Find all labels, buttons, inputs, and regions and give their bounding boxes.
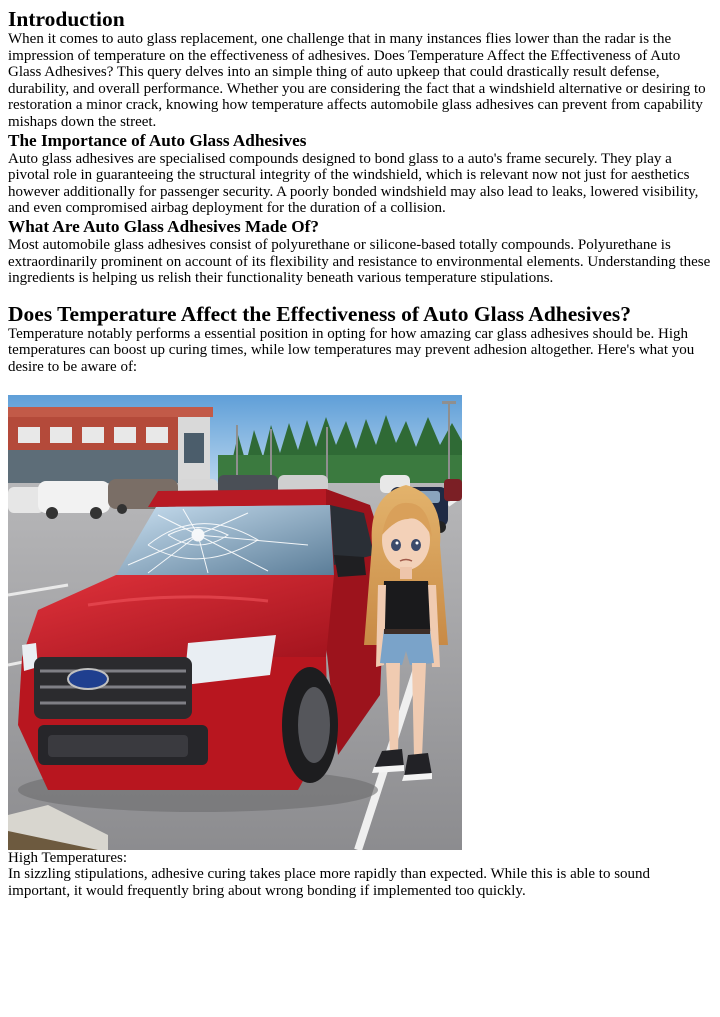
ford-logo: [68, 669, 108, 689]
temperature-heading: Does Temperature Affect the Effectiveness of Auto Glass Adhesives?: [8, 301, 632, 326]
made-of-heading: What Are Auto Glass Adhesives Made Of?: [8, 216, 319, 236]
importance-paragraph: Auto glass adhesives are specialised compounds designed to bond glass to a auto's frame securely. They play a pivotal role in guaranteeing the structural integrity of the windshield, which is relevant now not just for aesthetics however additionally for passenger security. A poorly bonded windshield may also lead to leaks, lowered visibility, and even compromised airbag deployment for the duration of a collision.: [8, 150, 699, 217]
intro-paragraph: When it comes to auto glass replacement, one challenge that in many instances flies lower than the radar is the impression of temperature on the effectiveness of adhesives. Does Temperature Affect the Effectiveness of Auto Glass Adhesives? This query delves into an simple thing of auto upkeep that could drastically result defense, durability, and overall performance. Whether you are considering the fact that a windshield alternative or desiring to restoration a minor crack, knowing how temperature affects automobile glass adhesives can prevent from capability mishaps down the street.: [8, 31, 706, 130]
intro-heading: Introduction: [8, 7, 125, 31]
temperature-paragraph: Temperature notably performs a essential position in opting for how amazing car glass adhesives should be. High temperatures can boost up curing times, while low temperatures may prevent adhesion altogether. Here's what you desire to be aware of:: [8, 325, 695, 375]
high-temperatures-label: High Temperatures:: [8, 849, 128, 866]
high-temperatures-paragraph: In sizzling stipulations, adhesive curing takes place more rapidly than expected. While this is able to sound important, it would frequently bring about wrong bonding if implemented too quickly.: [8, 866, 651, 899]
importance-heading: The Importance of Auto Glass Adhesives: [8, 130, 307, 150]
dealership-building: [8, 407, 213, 485]
made-of-paragraph: Most automobile glass adhesives consist of polyurethane or silicone-based totally compounds. Polyurethane is extraordinarily prominent on account of its flexibility and resistance to environmental elements. Understanding these ingredients is helping us relish their functionality beneath various temperature stipulations.: [8, 236, 711, 287]
hero-image: [8, 395, 462, 850]
